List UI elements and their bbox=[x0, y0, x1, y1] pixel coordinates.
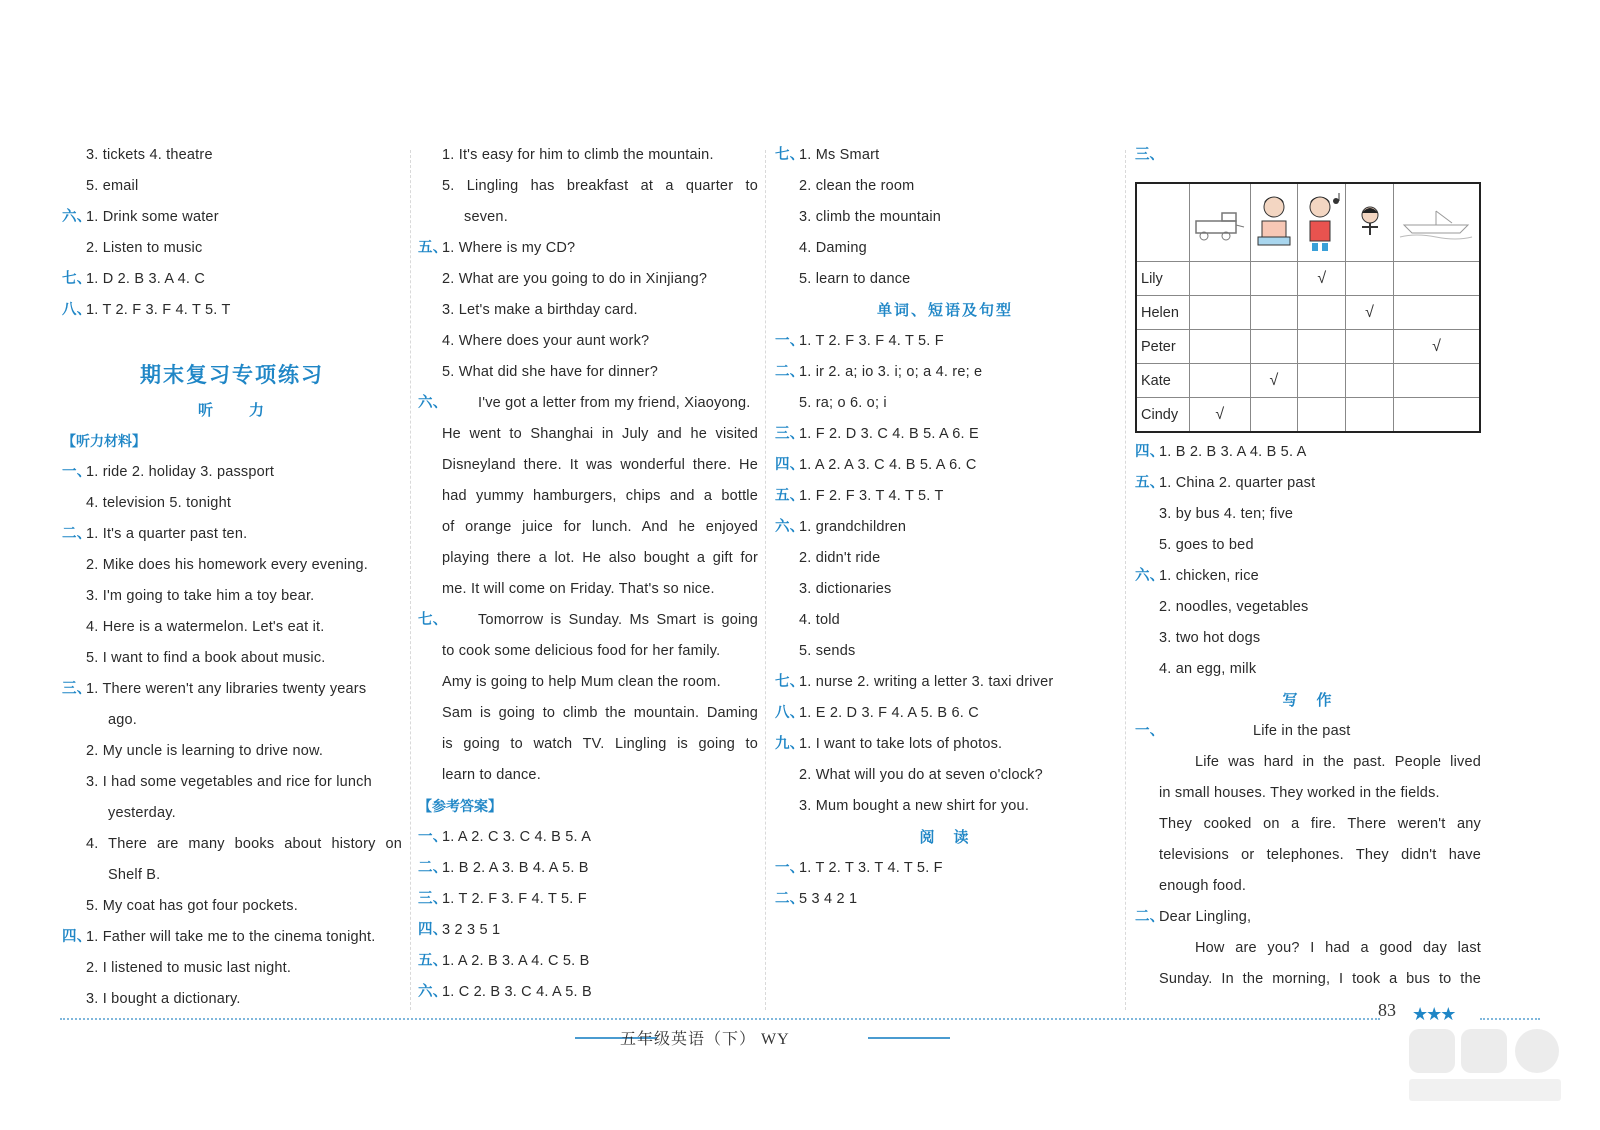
answer-line bbox=[1135, 778, 1481, 809]
answer-text: 1. F 2. D 3. C 4. B 5. A 6. E bbox=[799, 426, 979, 442]
question-number: 三、 bbox=[775, 426, 805, 442]
answer-text: I've got a letter from my friend, Xiaoyong. bbox=[478, 395, 751, 411]
answer-text: 2. I listened to music last night. bbox=[86, 960, 292, 976]
table-header-row bbox=[1136, 183, 1480, 262]
answer-text: 1. China 2. quarter past bbox=[1159, 475, 1316, 491]
question-number: 五、 bbox=[418, 953, 448, 969]
picture-cell bbox=[1190, 183, 1251, 262]
answer-line bbox=[775, 233, 1115, 264]
answer-line bbox=[418, 605, 758, 636]
check-mark-icon: √ bbox=[1393, 330, 1480, 364]
answer-line bbox=[775, 605, 1115, 636]
question-number: 九、 bbox=[775, 736, 805, 752]
table-corner-cell bbox=[1136, 183, 1190, 262]
table-cell bbox=[1250, 296, 1298, 330]
answer-line bbox=[62, 984, 402, 1015]
answer-line bbox=[418, 543, 758, 574]
table-cell bbox=[1298, 398, 1346, 433]
answer-line bbox=[418, 295, 758, 326]
question-number: 一、 bbox=[62, 464, 92, 480]
answer-line bbox=[418, 636, 758, 667]
answer-line bbox=[418, 698, 758, 729]
question-number: 八、 bbox=[62, 302, 92, 318]
answer-text: 2. What will you do at seven o'clock? bbox=[799, 767, 1043, 783]
student-name: Kate bbox=[1136, 364, 1190, 398]
answer-line bbox=[418, 977, 758, 1008]
answer-text: 1. T 2. F 3. F 4. T 5. F bbox=[799, 333, 944, 349]
answer-line bbox=[418, 388, 758, 419]
student-name: Helen bbox=[1136, 296, 1190, 330]
answer-text: 1. nurse 2. writing a letter 3. taxi driver bbox=[799, 674, 1054, 690]
answer-text: 2. clean the room bbox=[799, 178, 915, 194]
answer-text: 1. Drink some water bbox=[86, 209, 219, 225]
answer-line bbox=[62, 860, 402, 891]
table-cell bbox=[1190, 364, 1251, 398]
child-reading-picture-icon bbox=[1252, 191, 1296, 255]
answer-text: 5. email bbox=[86, 178, 139, 194]
table-cell bbox=[1393, 262, 1480, 296]
answer-line bbox=[62, 891, 402, 922]
answer-line bbox=[775, 171, 1115, 202]
answer-text: 5. ra; o 6. o; i bbox=[799, 395, 887, 411]
answer-line bbox=[1135, 871, 1481, 902]
answer-text: 4. There are many books about history on bbox=[86, 836, 402, 852]
child-music-picture-icon bbox=[1300, 191, 1344, 255]
answer-text: 4. Daming bbox=[799, 240, 867, 256]
answer-line bbox=[775, 419, 1115, 450]
answer-text: 3. I bought a dictionary. bbox=[86, 991, 241, 1007]
table-row bbox=[1136, 262, 1480, 296]
student-name: Lily bbox=[1136, 262, 1190, 296]
check-mark-icon: √ bbox=[1250, 364, 1298, 398]
answer-text: 3. two hot dogs bbox=[1159, 630, 1261, 646]
answer-line bbox=[62, 829, 402, 860]
question-number: 五、 bbox=[1135, 475, 1165, 491]
check-mark-icon: √ bbox=[1346, 296, 1394, 330]
answer-line bbox=[775, 543, 1115, 574]
answer-text: 1. grandchildren bbox=[799, 519, 907, 535]
answer-text: seven. bbox=[464, 209, 508, 225]
answer-line bbox=[62, 643, 402, 674]
footer-dotted-rule bbox=[1480, 1018, 1540, 1020]
table-row bbox=[1136, 364, 1480, 398]
answer-text: 4. told bbox=[799, 612, 840, 628]
answer-line bbox=[418, 760, 758, 791]
table-cell bbox=[1190, 262, 1251, 296]
answer-text: playing there a lot. He also bought a gift for bbox=[442, 550, 758, 566]
table-cell bbox=[1298, 330, 1346, 364]
answer-text: 5. I want to find a book about music. bbox=[86, 650, 326, 666]
answer-line bbox=[775, 884, 1115, 915]
table-cell bbox=[1393, 296, 1480, 330]
answer-line bbox=[775, 450, 1115, 481]
answer-line bbox=[775, 512, 1115, 543]
picture-cell bbox=[1298, 183, 1346, 262]
answer-text: 3. dictionaries bbox=[799, 581, 892, 597]
answer-line bbox=[775, 791, 1115, 822]
answer-text: 1. Ms Smart bbox=[799, 147, 880, 163]
answer-text: 5. What did she have for dinner? bbox=[442, 364, 658, 380]
answer-text: 1. T 2. T 3. T 4. T 5. F bbox=[799, 860, 943, 876]
answer-line bbox=[418, 884, 758, 915]
check-mark-icon: √ bbox=[1190, 398, 1251, 433]
answer-text: 4. television 5. tonight bbox=[86, 495, 232, 511]
question-number: 二、 bbox=[775, 891, 805, 907]
answer-text: Tomorrow is Sunday. Ms Smart is going bbox=[478, 612, 758, 628]
answer-line bbox=[775, 481, 1115, 512]
question-number: 六、 bbox=[62, 209, 92, 225]
answer-line bbox=[418, 667, 758, 698]
answer-text: 5 3 4 2 1 bbox=[799, 891, 858, 907]
answer-line bbox=[1135, 902, 1481, 933]
answer-text: is going to watch TV. Lingling is going to bbox=[442, 736, 758, 752]
student-name: Peter bbox=[1136, 330, 1190, 364]
answer-line bbox=[1135, 654, 1481, 685]
answer-line bbox=[418, 202, 758, 233]
answer-line bbox=[62, 519, 402, 550]
picture-cell bbox=[1250, 183, 1298, 262]
answer-text: in small houses. They worked in the fields. bbox=[1159, 785, 1440, 801]
answer-text: ago. bbox=[108, 712, 138, 728]
table-cell bbox=[1298, 364, 1346, 398]
answer-line bbox=[775, 202, 1115, 233]
subsection-label: 【参考答案】 bbox=[418, 798, 502, 814]
question-number: 六、 bbox=[418, 984, 448, 1000]
answer-text: enough food. bbox=[1159, 878, 1247, 894]
table-row bbox=[1136, 398, 1480, 433]
answer-line bbox=[418, 915, 758, 946]
child-playing-picture-icon bbox=[1348, 201, 1392, 245]
answer-line bbox=[1135, 468, 1481, 499]
question-number: 一、 bbox=[1135, 723, 1165, 739]
answer-text: 3. I'm going to take him a toy bear. bbox=[86, 588, 315, 604]
answer-text: Sunday. In the morning, I took a bus to the bbox=[1159, 971, 1481, 987]
answer-line bbox=[62, 674, 402, 705]
answer-line bbox=[418, 419, 758, 450]
section-heading: 写 作 bbox=[1282, 692, 1334, 709]
column-divider bbox=[1125, 150, 1126, 1010]
table-body bbox=[1136, 262, 1480, 433]
answer-line bbox=[1135, 747, 1481, 778]
question-number: 四、 bbox=[1135, 444, 1165, 460]
answer-line bbox=[62, 612, 402, 643]
answer-text: learn to dance. bbox=[442, 767, 541, 783]
answer-line bbox=[1135, 964, 1481, 995]
answer-line bbox=[418, 233, 758, 264]
answer-text: 3. Let's make a birthday card. bbox=[442, 302, 638, 318]
answer-line bbox=[1135, 499, 1481, 530]
answer-text: 3. by bus 4. ten; five bbox=[1159, 506, 1294, 522]
answer-line bbox=[1135, 809, 1481, 840]
answer-line bbox=[775, 140, 1115, 171]
table-cell bbox=[1346, 364, 1394, 398]
answer-text: 1. Father will take me to the cinema tonight. bbox=[86, 929, 376, 945]
answer-line bbox=[775, 729, 1115, 760]
table-cell bbox=[1346, 262, 1394, 296]
answer-text: 1. I want to take lots of photos. bbox=[799, 736, 1003, 752]
footer-dotted-rule bbox=[60, 1018, 1380, 1020]
answer-line bbox=[1135, 437, 1481, 468]
table-cell bbox=[1298, 296, 1346, 330]
question-number: 五、 bbox=[775, 488, 805, 504]
answer-text: 1. ir 2. a; io 3. i; o; a 4. re; e bbox=[799, 364, 983, 380]
answer-text: 2. Mike does his homework every evening. bbox=[86, 557, 369, 573]
answer-text: 4. Where does your aunt work? bbox=[442, 333, 650, 349]
answer-line bbox=[62, 295, 402, 326]
answer-line bbox=[1135, 623, 1481, 654]
answer-line bbox=[1135, 840, 1481, 871]
answer-text: 2. didn't ride bbox=[799, 550, 881, 566]
answer-text: Shelf B. bbox=[108, 867, 161, 883]
question-number: 一、 bbox=[775, 333, 805, 349]
answer-text: 4. an egg, milk bbox=[1159, 661, 1257, 677]
question-number: 三、 bbox=[62, 681, 92, 697]
answer-line bbox=[62, 705, 402, 736]
answer-text: He went to Shanghai in July and he visited bbox=[442, 426, 758, 442]
answer-line bbox=[775, 326, 1115, 357]
question-number: 三、 bbox=[418, 891, 448, 907]
answer-text: 1. F 2. F 3. T 4. T 5. T bbox=[799, 488, 944, 504]
answer-line bbox=[62, 922, 402, 953]
answer-line bbox=[1135, 561, 1481, 592]
answer-line bbox=[775, 574, 1115, 605]
answer-text: 2. noodles, vegetables bbox=[1159, 599, 1309, 615]
answer-line bbox=[62, 233, 402, 264]
answer-text: Life was hard in the past. People lived bbox=[1195, 754, 1481, 770]
answer-text: 1. It's a quarter past ten. bbox=[86, 526, 248, 542]
answer-line bbox=[418, 357, 758, 388]
answer-text: yesterday. bbox=[108, 805, 176, 821]
answer-line bbox=[418, 512, 758, 543]
answer-line bbox=[62, 457, 402, 488]
answer-line bbox=[418, 729, 758, 760]
answer-line bbox=[418, 264, 758, 295]
answer-line bbox=[775, 357, 1115, 388]
answer-text: 1. There weren't any libraries twenty years bbox=[86, 681, 367, 697]
answer-text: 5. Lingling has breakfast at a quarter to bbox=[442, 178, 758, 194]
question-number: 六、 bbox=[775, 519, 805, 535]
answer-line bbox=[62, 953, 402, 984]
answer-text: 3 2 3 5 1 bbox=[442, 922, 501, 938]
answer-line bbox=[62, 581, 402, 612]
answer-text: 5. My coat has got four pockets. bbox=[86, 898, 298, 914]
answer-line bbox=[1135, 716, 1481, 747]
star-rating-icon: ★★★ bbox=[1412, 1004, 1455, 1024]
watermark-logo-icon bbox=[1405, 1025, 1565, 1105]
answer-line bbox=[62, 140, 402, 171]
column-4 bbox=[1135, 437, 1481, 995]
answer-text: 1. A 2. B 3. A 4. C 5. B bbox=[442, 953, 590, 969]
answer-line bbox=[1135, 530, 1481, 561]
book-title: 五年级英语（下） WY bbox=[620, 1031, 790, 1048]
picture-cell bbox=[1346, 183, 1394, 262]
answer-text: 1. A 2. A 3. C 4. B 5. A 6. C bbox=[799, 457, 977, 473]
answer-line bbox=[418, 140, 758, 171]
table-cell bbox=[1393, 364, 1480, 398]
table-row bbox=[1136, 330, 1480, 364]
answer-text: 1. E 2. D 3. F 4. A 5. B 6. C bbox=[799, 705, 979, 721]
section-heading: 阅 读 bbox=[919, 829, 971, 846]
question-number: 七、 bbox=[775, 674, 805, 690]
answer-text: 1. It's easy for him to climb the mountain. bbox=[442, 147, 714, 163]
answer-text: How are you? I had a good day last bbox=[1195, 940, 1481, 956]
answer-line bbox=[775, 760, 1115, 791]
table-cell bbox=[1250, 398, 1298, 433]
question-number: 二、 bbox=[775, 364, 805, 380]
column-divider bbox=[765, 150, 766, 1010]
answer-text: 1. D 2. B 3. A 4. C bbox=[86, 271, 206, 287]
answer-text: 2. What are you going to do in Xinjiang? bbox=[442, 271, 708, 287]
answer-text: Life in the past bbox=[1253, 723, 1351, 739]
question-number: 二、 bbox=[62, 526, 92, 542]
question-number: 四、 bbox=[418, 922, 448, 938]
answer-line bbox=[775, 698, 1115, 729]
question-number: 二、 bbox=[418, 860, 448, 876]
answer-line bbox=[62, 550, 402, 581]
answer-text: 2. Listen to music bbox=[86, 240, 203, 256]
question-number: 四、 bbox=[62, 929, 92, 945]
section-heading: 听 力 bbox=[197, 402, 266, 419]
question-number: 八、 bbox=[775, 705, 805, 721]
answer-line bbox=[62, 798, 402, 829]
answer-text: 3. I had some vegetables and rice for lunch bbox=[86, 774, 372, 790]
answer-text: 1. T 2. F 3. F 4. T 5. T bbox=[86, 302, 231, 318]
spacer bbox=[62, 326, 402, 357]
question-number: 一、 bbox=[775, 860, 805, 876]
answer-line bbox=[775, 636, 1115, 667]
answer-line bbox=[418, 450, 758, 481]
answer-line bbox=[418, 171, 758, 202]
answer-text: 1. chicken, rice bbox=[1159, 568, 1259, 584]
picture-cell bbox=[1393, 183, 1480, 262]
table-row bbox=[1136, 296, 1480, 330]
answer-line bbox=[418, 574, 758, 605]
answer-line bbox=[62, 488, 402, 519]
answer-text: 5. sends bbox=[799, 643, 856, 659]
answer-text: had yummy hamburgers, chips and a bottle bbox=[442, 488, 758, 504]
question-number: 七、 bbox=[62, 271, 92, 287]
answer-text: 1. Where is my CD? bbox=[442, 240, 576, 256]
table-cell bbox=[1190, 296, 1251, 330]
answer-text: 1. B 2. B 3. A 4. B 5. A bbox=[1159, 444, 1307, 460]
answer-table bbox=[1135, 182, 1481, 433]
section-mark: 三、 bbox=[1135, 147, 1164, 163]
answer-line bbox=[62, 202, 402, 233]
answer-line bbox=[775, 388, 1115, 419]
answer-line bbox=[775, 264, 1115, 295]
subsection-label: 【听力材料】 bbox=[62, 433, 146, 449]
column-1 bbox=[62, 140, 402, 1015]
answer-text: 5. goes to bed bbox=[1159, 537, 1254, 553]
answer-line bbox=[62, 264, 402, 295]
answer-line bbox=[1135, 933, 1481, 964]
table-cell bbox=[1346, 330, 1394, 364]
question-number: 四、 bbox=[775, 457, 805, 473]
student-name: Cindy bbox=[1136, 398, 1190, 433]
answer-line bbox=[1135, 592, 1481, 623]
answer-line bbox=[62, 767, 402, 798]
answer-line bbox=[775, 853, 1115, 884]
column-2 bbox=[418, 140, 758, 1008]
answer-line bbox=[62, 736, 402, 767]
answer-text: 5. learn to dance bbox=[799, 271, 911, 287]
section-title: 期末复习专项练习 bbox=[140, 364, 324, 387]
table-cell bbox=[1250, 262, 1298, 296]
answer-line bbox=[418, 853, 758, 884]
question-number: 七、 bbox=[775, 147, 805, 163]
answer-text: 1. C 2. B 3. C 4. A 5. B bbox=[442, 984, 592, 1000]
column-divider bbox=[410, 150, 411, 1010]
answer-text: They cooked on a fire. There weren't any bbox=[1159, 816, 1481, 832]
question-number: 六、 bbox=[418, 395, 448, 411]
answer-text: 2. My uncle is learning to drive now. bbox=[86, 743, 324, 759]
answer-text: Disneyland there. It was wonderful there. He bbox=[442, 457, 758, 473]
question-number: 一、 bbox=[418, 829, 448, 845]
answer-text: 3. climb the mountain bbox=[799, 209, 942, 225]
boat-picture-icon bbox=[1396, 203, 1476, 243]
answer-line bbox=[418, 481, 758, 512]
answer-text: of orange juice for lunch. And he enjoyed bbox=[442, 519, 758, 535]
answer-text: Sam is going to climb the mountain. Daming bbox=[442, 705, 758, 721]
answer-text: 1. ride 2. holiday 3. passport bbox=[86, 464, 275, 480]
answer-text: 1. B 2. A 3. B 4. A 5. B bbox=[442, 860, 589, 876]
answer-text: 1. T 2. F 3. F 4. T 5. F bbox=[442, 891, 587, 907]
answer-text: 1. A 2. C 3. C 4. B 5. A bbox=[442, 829, 592, 845]
answer-text: Amy is going to help Mum clean the room. bbox=[442, 674, 721, 690]
table-cell bbox=[1346, 398, 1394, 433]
answer-text: 4. Here is a watermelon. Let's eat it. bbox=[86, 619, 325, 635]
answer-text: me. It will come on Friday. That's so nice. bbox=[442, 581, 715, 597]
answer-line bbox=[418, 822, 758, 853]
table-cell bbox=[1393, 398, 1480, 433]
question-number: 七、 bbox=[418, 612, 448, 628]
answer-line bbox=[775, 667, 1115, 698]
answer-line bbox=[418, 946, 758, 977]
answer-text: Dear Lingling, bbox=[1159, 909, 1252, 925]
section-heading: 单词、短语及句型 bbox=[876, 302, 1013, 319]
page-number: 83 bbox=[1378, 1000, 1396, 1020]
answer-text: televisions or telephones. They didn't have bbox=[1159, 847, 1481, 863]
question-number: 二、 bbox=[1135, 909, 1165, 925]
footer-rule-right bbox=[868, 1037, 950, 1039]
answer-line bbox=[62, 171, 402, 202]
train-picture-icon bbox=[1192, 201, 1248, 245]
answer-line bbox=[418, 326, 758, 357]
answer-text: to cook some delicious food for her family. bbox=[442, 643, 721, 659]
check-mark-icon: √ bbox=[1298, 262, 1346, 296]
question-number: 六、 bbox=[1135, 568, 1165, 584]
table-cell bbox=[1250, 330, 1298, 364]
answer-text: 3. tickets 4. theatre bbox=[86, 147, 213, 163]
table-cell bbox=[1190, 330, 1251, 364]
answer-text: 3. Mum bought a new shirt for you. bbox=[799, 798, 1030, 814]
question-number: 五、 bbox=[418, 240, 448, 256]
column-3 bbox=[775, 140, 1115, 915]
